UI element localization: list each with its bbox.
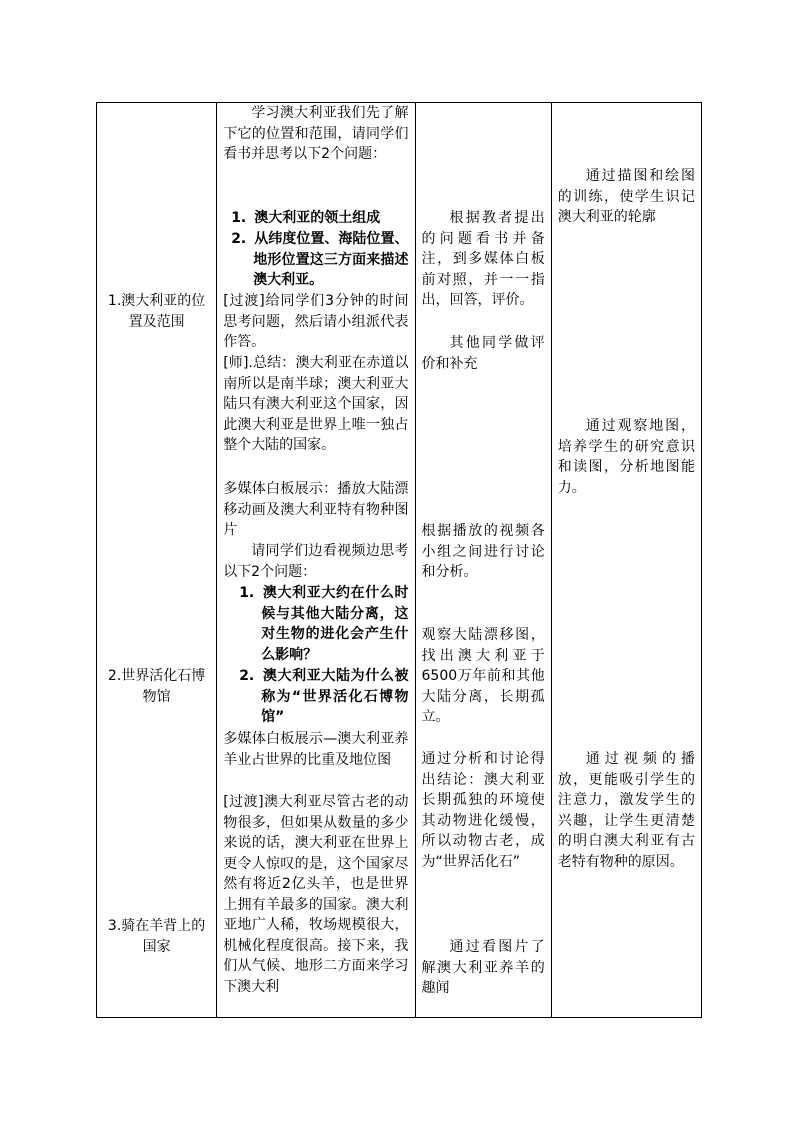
student-activity-1: 根据教者提出的问题看书并备注，到多媒体白板前对照，并一一指出，回答，评价。	[421, 210, 545, 308]
question-text: 澳大利亚大陆为什么被称为“世界活化石博物馆”	[261, 668, 409, 725]
topic-position-range: 1.澳大利亚的位置及范围	[107, 293, 206, 330]
think-prompt: 请同学们边看视频边思考以下2个问题：	[223, 543, 409, 580]
question-number: 2.	[239, 668, 255, 684]
question-number: 2.	[231, 231, 247, 247]
design-intent-1: 通过描图和绘图的训练，使学生识记澳大利亚的轮廓	[557, 168, 695, 225]
design-intent-column	[551, 103, 701, 1018]
media-display-1: 多媒体白板展示：播放大陆漂移动画及澳大利亚特有物种图片	[223, 481, 409, 538]
question-text: 从纬度位置、海陆位置、地形位置这三方面来描述澳大利亚。	[253, 231, 409, 288]
table-row	[97, 103, 702, 1018]
student-activity-4: 观察大陆漂移图，找出澳大利亚于6500万年前和其他大陆分离，长期孤立。	[421, 627, 545, 725]
lesson-plan-table	[96, 102, 702, 1018]
question-1	[217, 208, 408, 229]
teacher-summary: [师].总结：澳大利亚在赤道以南所以是南半球；澳大利亚大陆只有澳大利亚这个国家，因此澳大利亚是世界上唯一独占整个大陆的国家。	[223, 355, 409, 453]
question-number: 1.	[231, 210, 247, 226]
student-activity-3: 根据播放的视频各小组之间进行讨论和分析。	[421, 523, 545, 580]
intro-paragraph: 学习澳大利亚我们先了解下它的位置和范围，请同学们看书并思考以下2个问题：	[223, 105, 409, 162]
question-4	[225, 666, 408, 728]
transition-2: [过渡]澳大利亚尽管古老的动物很多，但如果从数量的多少来说的话，澳大利亚在世界上更令人惊叹的是，这个国家尽然有将近2亿头羊，也是世界上拥有羊最多的国家。澳大利亚地广人稀，牧场规模很大，机械化程度很高。接下来，我们从气候、地形二方面来学习下澳大利	[223, 794, 409, 995]
design-intent-2: 通过观察地图，培养学生的研究意识和读图，分析地图能力。	[557, 418, 695, 496]
media-display-2: 多媒体白板展示—澳大利亚养羊业占世界的比重及地位图	[223, 731, 409, 768]
transition-1: [过渡]给同学们3分钟的时间思考问题，然后请小组派代表作答。	[223, 293, 409, 350]
teacher-activity-column	[217, 103, 415, 1018]
question-3	[225, 583, 408, 665]
design-intent-3: 通过视频的播放，更能吸引学生的注意力，激发学生的兴趣，让学生更清楚的明白澳大利亚有古老特有物种的原因。	[557, 751, 695, 870]
question-text: 澳大利亚的领土组成	[254, 210, 381, 226]
student-activity-2: 其他同学做评价和补充	[421, 335, 545, 372]
question-number: 1.	[239, 585, 255, 601]
topic-column	[97, 103, 217, 1018]
student-activity-6: 通过看图片了解澳大利亚养羊的趣闻	[421, 939, 545, 996]
question-text: 澳大利亚大约在什么时候与其他大陆分离，这对生物的进化会产生什么影响？	[261, 585, 409, 663]
student-activity-column	[415, 103, 551, 1018]
topic-sheep-country: 3.骑在羊背上的国家	[107, 918, 206, 955]
question-2	[217, 229, 408, 291]
topic-living-fossil: 2.世界活化石博物馆	[107, 668, 206, 705]
student-activity-5: 通过分析和讨论得出结论：澳大利亚长期孤独的环境使其动物进化缓慢，所以动物古老，成为“世界活化石”	[421, 751, 545, 870]
